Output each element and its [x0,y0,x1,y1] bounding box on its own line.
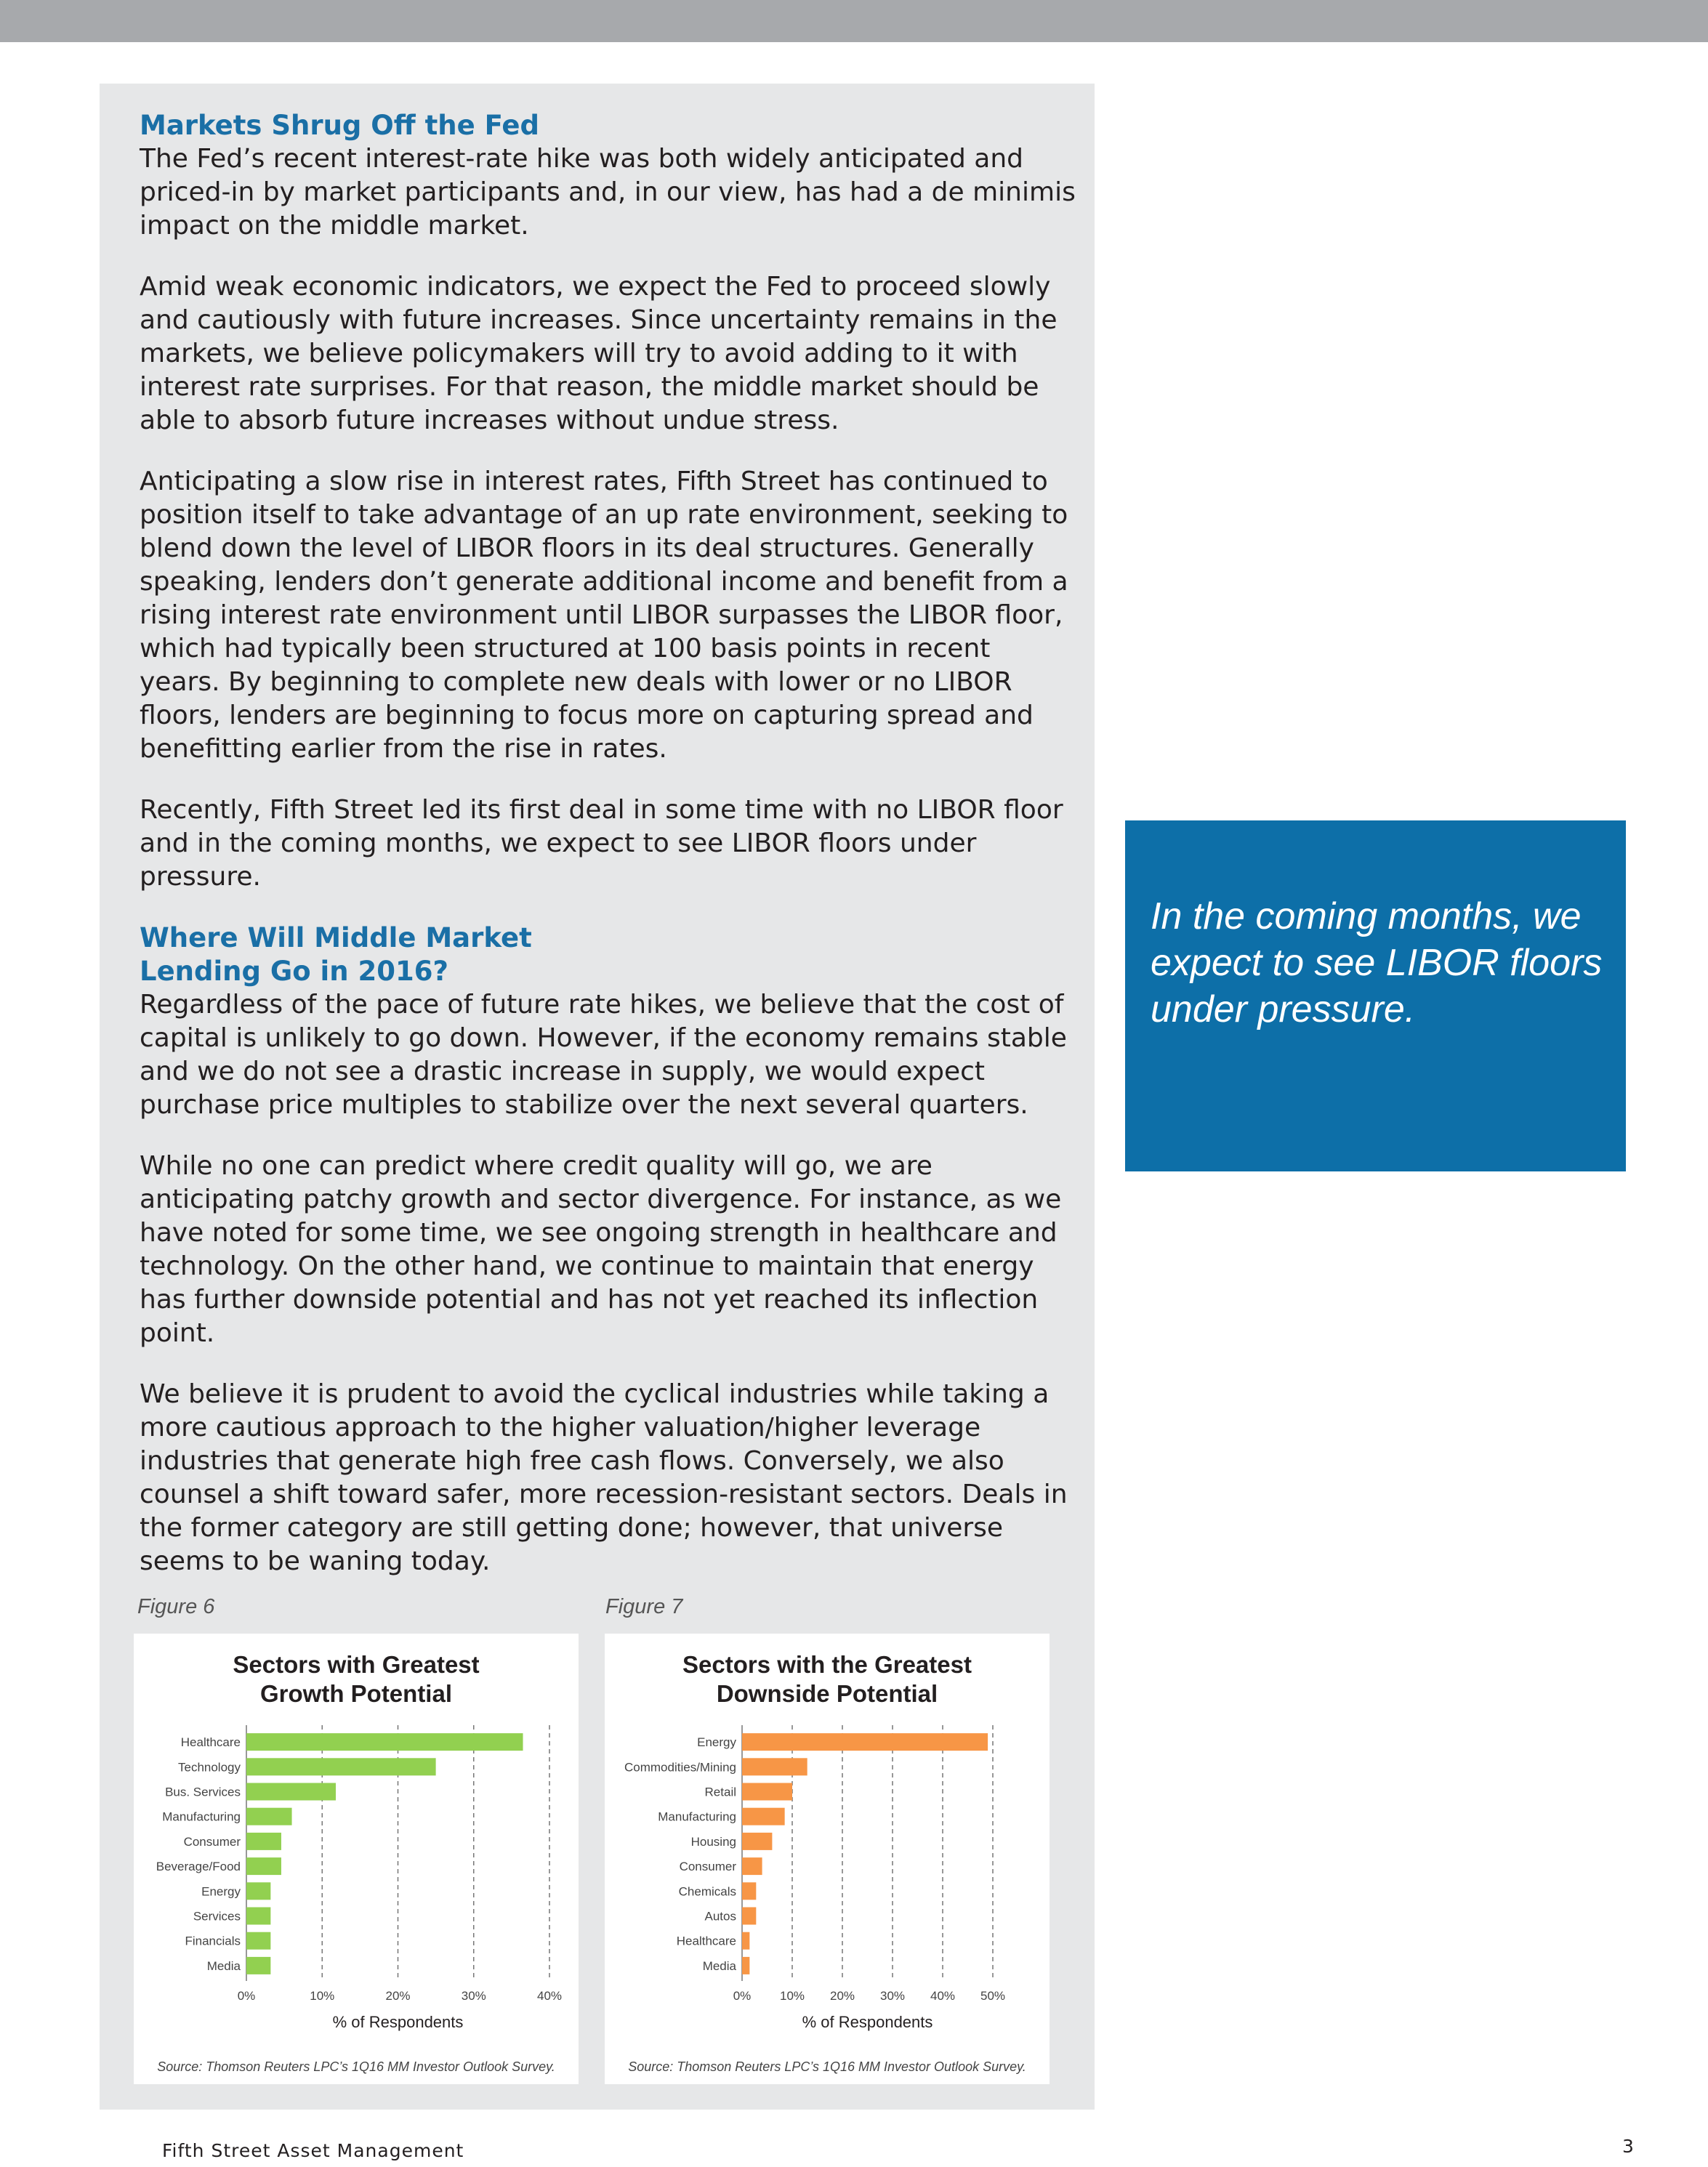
section-heading-2016 [140,921,1077,988]
chart-bar [742,1733,988,1751]
chart-category-label: Manufacturing [162,1809,241,1824]
paragraph-6: While no one can predict where credit quality will go, we are anticipating patchy growth and sector divergence. For instance, as we have noted for some time, we see ongoing strength in healthcare and technology. On the other hand, we continue to maintain that energy has further downside potential and has not yet reached its inflection point. [140,1151,1062,1348]
pull-quote-text: In the coming months, we expect to see LIBOR floors under pressure. [1151,895,1603,1030]
chart-bar [742,1932,749,1950]
chart-x-axis-label: % of Respondents [802,2013,933,2031]
chart-bar [246,1932,270,1950]
chart-bar [742,1833,772,1850]
chart-category-label: Housing [690,1834,736,1849]
paragraph-2: Amid weak economic indicators, we expect the Fed to proceed slowly and cautiously with future increases. Since uncertainty remains in the markets, we believe policymakers will try to avoid adding to it with interest rate surprises. For that reason, the middle market should be able to absorb future increases without undue stress. [140,272,1058,435]
chart-category-label: Autos [704,1909,736,1924]
chart-bar [742,1783,792,1801]
chart-source-note: Source: Thomson Reuters LPC’s 1Q16 MM Investor Outlook Survey. [628,2059,1026,2074]
chart-x-tick-label: 10% [310,1989,335,2003]
paragraph-3: Anticipating a slow rise in interest rates, Fifth Street has continued to position itself to take advantage of an up rate environment, seeking to blend down the level of LIBOR floors in its deal structures. Generally speaking, lenders don’t generate additional income and benefit from a rising interest rate environment until LIBOR surpasses the LIBOR floor, which had typically been structured at 100 basis points in recent years. By beginning to complete new deals with lower or no LIBOR floors, lenders are beginning to focus more on capturing spread and benefitting earlier from the rise in rates. [140,467,1068,764]
chart-title-line1: Sectors with Greatest [233,1651,480,1678]
chart-category-label: Energy [697,1735,736,1750]
chart-x-tick-label: 10% [779,1989,805,2003]
figure-7-label: Figure 7 [605,1595,683,1618]
chart-category-label: Healthcare [180,1735,241,1750]
chart-x-tick-label: 40% [930,1989,956,2003]
chart-bar [246,1857,281,1875]
chart-bar [742,1758,807,1775]
chart-bar [742,1857,762,1875]
chart-x-tick-label: 20% [385,1989,411,2003]
chart-bar [246,1833,281,1850]
footer-page-number: 3 [1622,2136,1634,2157]
chart-bar [742,1957,749,1974]
chart-bar [246,1783,336,1801]
chart-title-line2: Downside Potential [716,1680,938,1707]
article-body [140,109,1077,1578]
paragraph-1: The Fed’s recent interest-rate hike was both widely anticipated and priced-in by market participants and, in our view, has had a de minimis impact on the middle market. [140,144,1076,241]
heading-2016-line1: Where Will Middle Market [140,922,532,953]
chart-bar [246,1808,292,1825]
chart-category-label: Bus. Services [165,1785,241,1799]
downside-chart [605,1634,1050,2084]
chart-category-label: Manufacturing [658,1809,736,1824]
chart-category-label: Commodities/Mining [624,1760,736,1775]
chart-bar [742,1908,756,1925]
chart-bar [246,1758,436,1775]
paragraph-7: We believe it is prudent to avoid the cyclical industries while taking a more cautious approach to the higher valuation/higher leverage industries that generate high free cash flows. Conversely, we also counsel a shift toward safer, more recession-resistant sectors. Deals in the former category are still getting done; however, that universe seems to be waning today. [140,1379,1068,1576]
chart-bar [246,1733,523,1751]
footer-company: Fifth Street Asset Management [162,2140,464,2161]
chart-category-label: Chemicals [678,1884,736,1899]
chart-bar [742,1882,756,1900]
heading-2016-line2: Lending Go in 2016? [140,956,448,987]
chart-source-note: Source: Thomson Reuters LPC’s 1Q16 MM Investor Outlook Survey. [157,2059,555,2074]
chart-category-label: Beverage/Food [156,1860,241,1874]
chart-category-label: Consumer [679,1860,736,1874]
chart-bar [246,1908,270,1925]
section-heading-fed: Markets Shrug Off the Fed [140,110,539,141]
chart-x-tick-label: 0% [733,1989,752,2003]
chart-category-label: Financials [185,1934,241,1948]
chart-bar [246,1957,270,1974]
paragraph-4: Recently, Fifth Street led its first deal in some time with no LIBOR floor and in the coming months, we expect to see LIBOR floors under pressure. [140,795,1063,892]
chart-category-label: Media [206,1958,241,1973]
chart-x-tick-label: 50% [980,1989,1006,2003]
chart-bar [246,1882,270,1900]
pull-quote-box [1125,820,1626,1171]
figure-6-label: Figure 6 [137,1595,215,1618]
top-header-bar [0,0,1708,42]
chart-x-tick-label: 0% [237,1989,256,2003]
chart-category-label: Technology [177,1760,241,1775]
paragraph-5: Regardless of the pace of future rate hikes, we believe that the cost of capital is unlikely to go down. However, if the economy remains stable and we do not see a drastic increase in supply, we would expect purchase price multiples to stabilize over the next several quarters. [140,990,1067,1120]
growth-chart-svg [134,1634,579,2084]
chart-x-axis-label: % of Respondents [332,2013,464,2031]
downside-chart-svg [605,1634,1050,2084]
chart-x-tick-label: 30% [461,1989,486,2003]
chart-category-label: Retail [704,1785,736,1799]
chart-title-line1: Sectors with the Greatest [682,1651,972,1678]
chart-bar [742,1808,785,1825]
chart-category-label: Services [193,1909,241,1924]
growth-chart [134,1634,579,2084]
chart-x-tick-label: 40% [536,1989,563,2003]
chart-title-line2: Growth Potential [260,1680,452,1707]
chart-x-tick-label: 20% [829,1989,855,2003]
chart-category-label: Consumer [183,1834,241,1849]
chart-category-label: Healthcare [676,1934,736,1948]
chart-category-label: Media [702,1958,736,1973]
chart-x-tick-label: 30% [879,1989,906,2003]
chart-category-label: Energy [201,1884,241,1899]
